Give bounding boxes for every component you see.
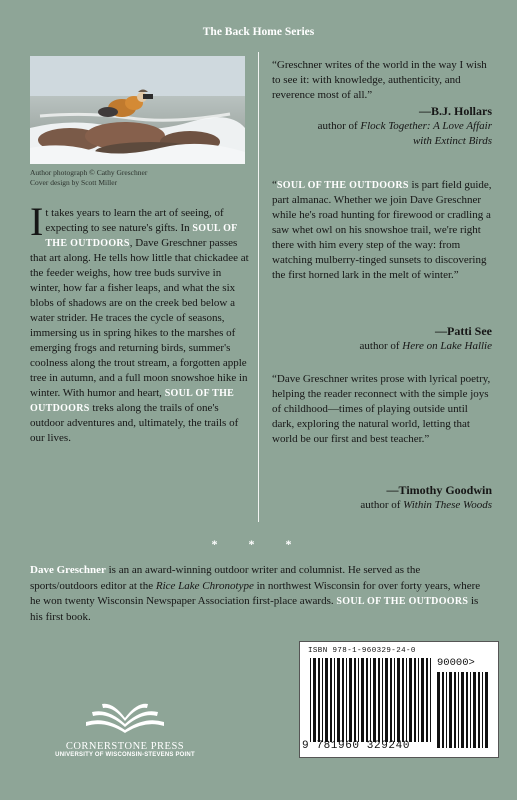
barcode-bar (485, 672, 488, 748)
ean-digits: 9 781960 329240 (302, 740, 411, 752)
barcode-bar (330, 658, 332, 742)
barcode-bar (337, 658, 340, 742)
barcode-bar (430, 658, 431, 742)
quote-see (272, 178, 492, 283)
isbn-label: ISBN 978-1-960329-24-0 (308, 647, 416, 655)
bio-text-1: is an an award-winning outdoor writer and columnist. He served as the sports/outdoors editor at the (30, 564, 421, 592)
book-work-title: Within These Woods (403, 499, 492, 511)
barcode-bar (482, 672, 483, 748)
barcode-bar (449, 672, 452, 748)
barcode-bar (366, 658, 368, 742)
barcode-bar (478, 672, 480, 748)
barcode-bar (318, 658, 320, 742)
publisher-name: CORNERSTONE PRESS (65, 741, 185, 752)
barcode-bar (446, 672, 447, 748)
photo-credit: Author photograph © Cathy Greschner (30, 168, 148, 177)
barcode-bar (394, 658, 395, 742)
barcode-bar (322, 658, 323, 742)
barcode-bar (313, 658, 316, 742)
ean-barcode-bars (310, 658, 432, 742)
quote-author: —Patti See (435, 324, 492, 338)
barcode-bar (418, 658, 419, 742)
barcode-bar (409, 658, 412, 742)
barcode-bar (382, 658, 383, 742)
quote-author-role (272, 119, 492, 149)
price-barcode-bars (437, 672, 489, 748)
barcode-bar (361, 658, 364, 742)
barcode-bar (402, 658, 404, 742)
role-prefix: author of (359, 340, 403, 352)
barcode-bar (346, 658, 347, 742)
barcode-bar (310, 658, 311, 742)
drop-cap: I (30, 199, 44, 244)
author-bio (30, 563, 490, 625)
newspaper-title: Rice Lake Chronotype (155, 579, 254, 592)
barcode-bar (334, 658, 335, 742)
barcode-bar (421, 658, 424, 742)
quote-goodwin: “Dave Greschner writes prose with lyrical poetry, helping the reader reconnect with the simple joys of childhood—times of playing outside until dark, exploring the natural world, letting that world be our first and best teacher.” (272, 373, 491, 445)
book-title-highlight: SOUL OF THE OUTDOORS (276, 180, 409, 191)
barcode-bar (385, 658, 388, 742)
barcode-bar (342, 658, 344, 742)
book-description (30, 199, 252, 446)
barcode-bar (325, 658, 328, 742)
barcode-bar (358, 658, 359, 742)
price-code: 90000> (437, 657, 475, 669)
attribution-hollars (272, 103, 492, 149)
quote-author-role (272, 339, 492, 354)
barcode-bar (466, 672, 468, 748)
barcode-bar (406, 658, 407, 742)
author-photo (30, 56, 245, 164)
description-part-2: , Dave Greschner passes that art along. He tells how little that chickadee at the feeder weighs, how tree buds survive in winter, how far a fisher leaps, and what the six blobs of shadows are on the creek bed below a water strider. He traces the cycle of seasons, immersing us in spring hikes to the marshes of emerging frogs and returning birds, summer's coolness along the trout stream, a forgotten apple tree in autumn, and a full moon snowshoe hike in winter. With humor and heart, (30, 237, 249, 399)
barcode-bar (426, 658, 428, 742)
barcode-bar (373, 658, 376, 742)
role-prefix: author of (360, 499, 404, 511)
publisher-logo (50, 700, 200, 780)
book-title-highlight: SOUL OF THE OUTDOORS (30, 388, 235, 414)
quote-author: —B.J. Hollars (418, 104, 492, 118)
quote-author-role (272, 498, 492, 513)
book-title-highlight: SOUL OF THE OUTDOORS (45, 223, 238, 249)
attribution-see (272, 323, 492, 354)
attribution-goodwin (272, 482, 492, 513)
bio-text-3: is his first book. (30, 595, 479, 623)
barcode-bar (458, 672, 459, 748)
barcode-bar (378, 658, 380, 742)
barcode-bar (437, 672, 440, 748)
description-part-3: treks along the trails of one's outdoor adventures and, ultimately, the trails of our lives. (30, 402, 239, 444)
book-work-title: Flock Together: A Love Affair with Extinct Birds (360, 120, 492, 147)
barcode-bar (473, 672, 476, 748)
open-book-icon (80, 700, 170, 734)
barcode-bar (370, 658, 371, 742)
quote-text: is part field guide, part almanac. Whether we join Dave Greschner while he's road hunting for firewood or cradling a saw whet owl on his snowshoe trail, we're right there with him every step of the way: from watching mulberry-tinged sunsets to discovering the first horned lark in the melt of winter.” (272, 179, 492, 281)
barcode-bar (397, 658, 400, 742)
series-title: The Back Home Series (202, 26, 315, 38)
bio-text-2: in northwest Wisconsin for over forty years, where he won twenty Wisconsin Newspaper Association first-place awards. (30, 579, 481, 607)
bio-author-name: Dave Greschner (30, 564, 106, 576)
publisher-university: UNIVERSITY OF WISCONSIN-STEVENS POINT (55, 752, 195, 758)
section-separator: * * * (211, 537, 306, 551)
author-photo-illustration (30, 56, 245, 164)
barcode-bar (454, 672, 456, 748)
barcode-bar (390, 658, 392, 742)
book-title-highlight: SOUL OF THE OUTDOORS (336, 596, 469, 607)
barcode-bar (354, 658, 356, 742)
book-work-title: Here on Lake Hallie (402, 340, 492, 352)
quote-open-mark: “ (272, 179, 277, 191)
barcode-bar (414, 658, 416, 742)
barcode-bar (461, 672, 464, 748)
photo-credits (30, 168, 250, 188)
isbn-barcode (299, 641, 499, 758)
quote-author: —Timothy Goodwin (386, 483, 492, 497)
cover-credit: Cover design by Scott Miller (30, 178, 118, 187)
quote-hollars: “Greschner writes of the world in the way I wish to see it: with knowledge, authenticity, and reverence most of all.” (272, 59, 487, 101)
description-part-1: t takes years to learn the art of seeing, of expecting to see nature's gifts. In (45, 207, 224, 234)
barcode-bar (442, 672, 444, 748)
barcode-bar (470, 672, 471, 748)
barcode-bar (349, 658, 352, 742)
role-prefix: author of (317, 120, 361, 132)
column-divider (258, 52, 259, 522)
